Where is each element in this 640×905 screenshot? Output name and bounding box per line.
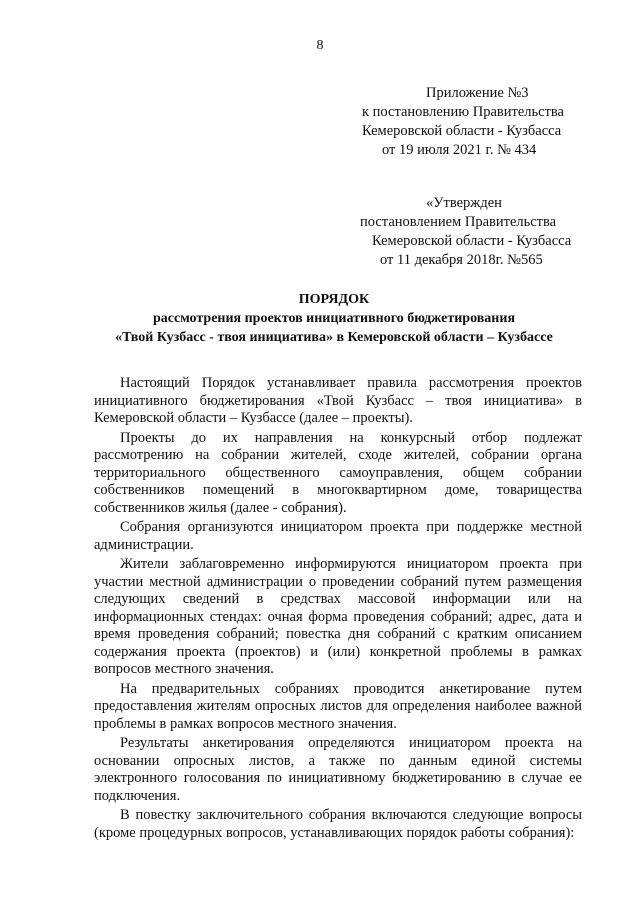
title-line-1: рассмотрения проектов инициативного бюджетирования	[152, 311, 516, 326]
approval-stamp	[360, 194, 620, 270]
approved-resolution: постановлением Правительства	[360, 214, 557, 230]
document-body	[94, 375, 582, 844]
title-line-2: «Твой Кузбасс - твоя инициатива» в Кемеровской области – Кузбассе	[115, 330, 553, 345]
paragraph: Результаты анкетирования определяются инициатором проекта на основании опросных листов, а также по данным единой системы электронного голосования по инициативному бюджетированию в случае ее подключения.	[94, 735, 582, 804]
paragraph: Настоящий Порядок устанавливает правила рассмотрения проектов инициативного бюджетирования «Твой Кузбасс – твоя инициатива» в Кемеровской области – Кузбассе (далее – проекты).	[94, 375, 582, 426]
appendix-resolution: к постановлению Правительства	[362, 104, 564, 120]
paragraph: В повестку заключительного собрания включаются следующие вопросы (кроме процедурных вопросов, устанавливающих порядок работы собрания):	[94, 807, 582, 841]
paragraph: Собрания организуются инициатором проекта при поддержке местной администрации.	[94, 519, 582, 553]
appendix-date: от 19 июля 2021 г. № 434	[382, 142, 537, 158]
appendix-header	[360, 84, 620, 160]
title-heading: ПОРЯДОК	[298, 292, 370, 307]
page-number: 8	[316, 38, 324, 53]
approved-label: «Утвержден	[426, 195, 502, 211]
paragraph: Жители заблаговременно информируются инициатором проекта при участии местной администрации о проведении собраний путем размещения следующих сведений в средствах массовой информации или на информационных стендах: очная форма проведения собраний; адрес, дата и время проведения собраний; повестка дня собраний с кратким описанием содержания проекта (проектов) и (или) конкретной проблемы в рамках вопросов местного значения.	[94, 556, 582, 677]
paragraph: На предварительных собраниях проводится анкетирование путем предоставления жителям опросных листов для определения наиболее важной проблемы в рамках вопросов местного значения.	[94, 680, 582, 732]
document-title	[84, 290, 584, 347]
appendix-region: Кемеровской области - Кузбасса	[362, 123, 562, 139]
paragraph: Проекты до их направления на конкурсный отбор подлежат рассмотрению на собрании жителей, сходе жителей, собрании органа территориального общественного самоуправления, общем собрании собственников помещений в многоквартирном доме, товарищества собственников жилья (далее - собрания).	[94, 429, 582, 516]
approved-region: Кемеровской области - Кузбасса	[372, 233, 572, 249]
approved-date: от 11 декабря 2018г. №565	[380, 252, 543, 268]
appendix-number: Приложение №3	[426, 85, 529, 101]
